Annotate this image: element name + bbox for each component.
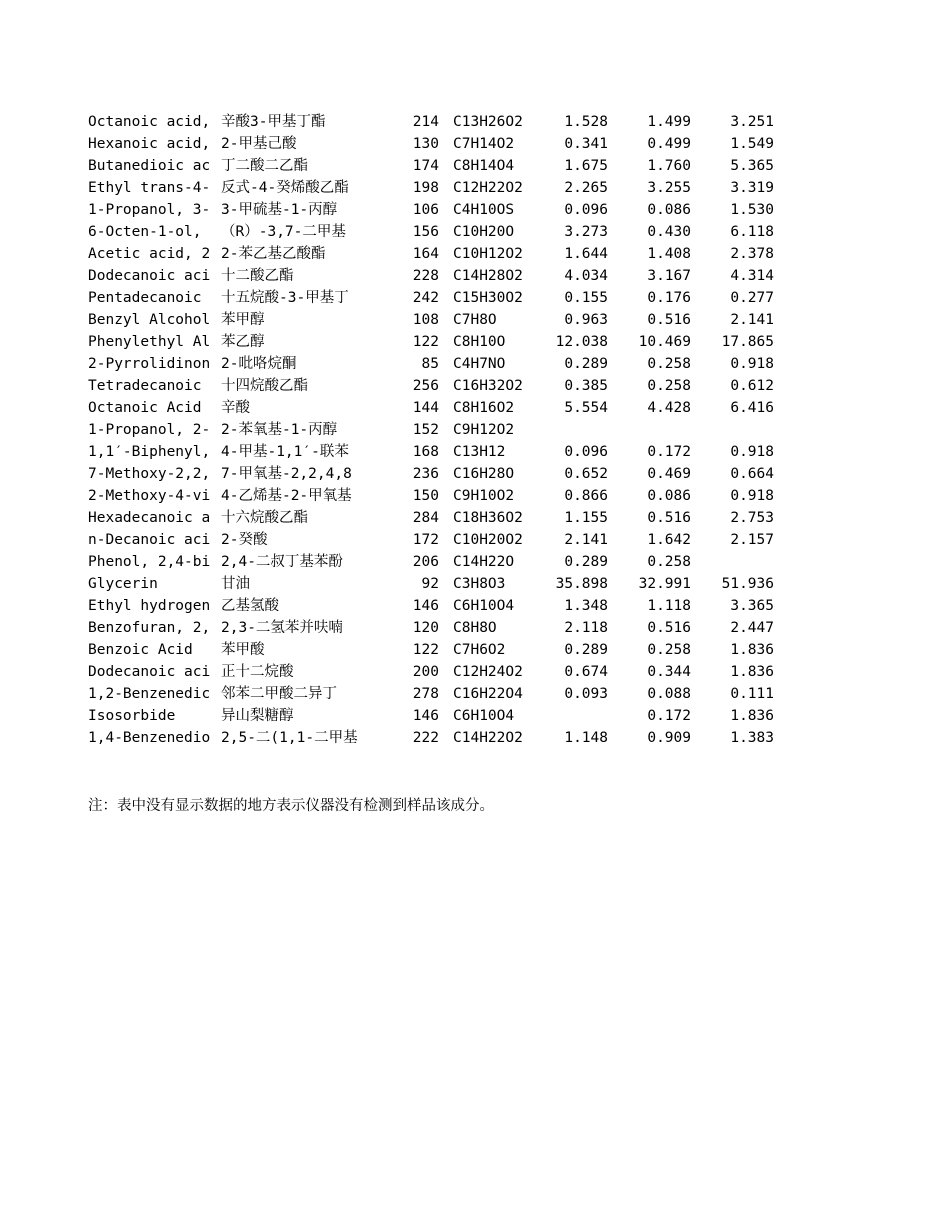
sample-2-value-cell: 0.516 — [647, 510, 691, 526]
sample-3-value-cell: 6.118 — [730, 224, 774, 240]
english-name-cell: n-Decanoic aci — [88, 532, 211, 548]
chinese-name-cell: 2-甲基己酸 — [221, 136, 297, 152]
english-name-cell: Hexanoic acid, — [88, 136, 211, 152]
formula-cell: C4H10OS — [453, 202, 515, 218]
table-row — [88, 507, 774, 529]
english-name-cell: 1-Propanol, 3- — [88, 202, 211, 218]
chinese-name-cell: 异山梨糖醇 — [221, 708, 294, 724]
formula-cell: C4H7NO — [453, 356, 506, 372]
chinese-name-cell: 十二酸乙酯 — [221, 268, 294, 284]
formula-cell: C3H8O3 — [453, 576, 506, 592]
chinese-name-cell: 2-苯乙基乙酸酯 — [221, 246, 326, 262]
english-name-cell: Glycerin — [88, 576, 158, 592]
chinese-name-cell: （R）-3,7-二甲基 — [221, 224, 346, 240]
english-name-cell: Phenol, 2,4-bi — [88, 554, 211, 570]
sample-3-value-cell: 2.447 — [730, 620, 774, 636]
sample-1-value-cell: 0.674 — [564, 664, 608, 680]
chinese-name-cell: 邻苯二甲酸二异丁 — [221, 686, 337, 702]
formula-cell: C14H28O2 — [453, 268, 523, 284]
sample-2-value-cell: 0.430 — [647, 224, 691, 240]
sample-1-value-cell: 1.155 — [564, 510, 608, 526]
english-name-cell: Isosorbide — [88, 708, 176, 724]
sample-2-value-cell: 0.176 — [647, 290, 691, 306]
sample-3-value-cell: 0.277 — [730, 290, 774, 306]
formula-cell: C8H10O — [453, 334, 506, 350]
sample-1-value-cell: 12.038 — [555, 334, 608, 350]
sample-1-value-cell: 2.118 — [564, 620, 608, 636]
sample-2-value-cell — [615, 419, 698, 441]
sample-1-value-cell: 35.898 — [555, 576, 608, 592]
sample-3-value-cell: 0.111 — [730, 686, 774, 702]
table-row — [88, 199, 774, 221]
table-row — [88, 551, 774, 573]
table-row — [88, 287, 774, 309]
table-row — [88, 221, 774, 243]
formula-cell: C14H22O2 — [453, 730, 523, 746]
table-row — [88, 595, 774, 617]
chinese-name-cell: 正十二烷酸 — [221, 664, 294, 680]
formula-cell: C16H28O — [453, 466, 515, 482]
sample-3-value-cell: 1.549 — [730, 136, 774, 152]
table-row — [88, 111, 774, 133]
sample-1-value-cell: 3.273 — [564, 224, 608, 240]
english-name-cell: Benzyl Alcohol — [88, 312, 211, 328]
english-name-cell: Acetic acid, 2 — [88, 246, 211, 262]
english-name-cell: 6-Octen-1-ol, — [88, 224, 202, 240]
sample-3-value-cell: 6.416 — [730, 400, 774, 416]
formula-cell: C14H22O — [453, 554, 515, 570]
chinese-name-cell: 苯乙醇 — [221, 334, 265, 350]
chinese-name-cell: 7-甲氧基-2,2,4,8 — [221, 466, 352, 482]
sample-3-value-cell: 1.530 — [730, 202, 774, 218]
molecular-weight-cell: 156 — [412, 224, 439, 240]
sample-1-value-cell: 0.093 — [564, 686, 608, 702]
sample-3-value-cell: 2.753 — [730, 510, 774, 526]
formula-cell: C13H12 — [453, 444, 506, 460]
sample-2-value-cell: 0.469 — [647, 466, 691, 482]
table-row — [88, 397, 774, 419]
english-name-cell: Benzofuran, 2, — [88, 620, 211, 636]
table-row — [88, 331, 774, 353]
english-name-cell: Tetradecanoic — [88, 378, 202, 394]
table-row — [88, 529, 774, 551]
formula-cell: C12H24O2 — [453, 664, 523, 680]
sample-1-value-cell: 1.148 — [564, 730, 608, 746]
chinese-name-cell: 4-甲基-1,1′-联苯 — [221, 444, 349, 460]
sample-3-value-cell: 1.383 — [730, 730, 774, 746]
sample-3-value-cell: 2.141 — [730, 312, 774, 328]
sample-1-value-cell — [532, 705, 615, 727]
sample-2-value-cell: 0.086 — [647, 488, 691, 504]
compound-table — [88, 111, 774, 749]
english-name-cell: 1,4-Benzenedio — [88, 730, 211, 746]
sample-3-value-cell: 51.936 — [721, 576, 774, 592]
molecular-weight-cell: 150 — [412, 488, 439, 504]
sample-1-value-cell: 0.652 — [564, 466, 608, 482]
english-name-cell: 2-Methoxy-4-vi — [88, 488, 211, 504]
sample-2-value-cell: 4.428 — [647, 400, 691, 416]
sample-2-value-cell: 10.469 — [638, 334, 691, 350]
english-name-cell: Dodecanoic aci — [88, 664, 211, 680]
molecular-weight-cell: 200 — [412, 664, 439, 680]
formula-cell: C13H26O2 — [453, 114, 523, 130]
sample-1-value-cell: 0.096 — [564, 444, 608, 460]
molecular-weight-cell: 278 — [412, 686, 439, 702]
chinese-name-cell: 2-癸酸 — [221, 532, 268, 548]
sample-1-value-cell — [532, 419, 615, 441]
table-row — [88, 243, 774, 265]
table-row — [88, 463, 774, 485]
sample-2-value-cell: 3.255 — [647, 180, 691, 196]
chinese-name-cell: 反式-4-癸烯酸乙酯 — [221, 180, 349, 196]
sample-1-value-cell: 5.554 — [564, 400, 608, 416]
chinese-name-cell: 2,3-二氢苯并呋喃 — [221, 620, 343, 636]
sample-1-value-cell: 1.528 — [564, 114, 608, 130]
formula-cell: C9H12O2 — [453, 422, 515, 438]
sample-1-value-cell: 4.034 — [564, 268, 608, 284]
chinese-name-cell: 辛酸 — [221, 400, 250, 416]
molecular-weight-cell: 206 — [412, 554, 439, 570]
formula-cell: C10H12O2 — [453, 246, 523, 262]
table-row — [88, 705, 774, 727]
table-row — [88, 353, 774, 375]
english-name-cell: Octanoic Acid — [88, 400, 202, 416]
chinese-name-cell: 乙基氢酸 — [221, 598, 279, 614]
molecular-weight-cell: 130 — [412, 136, 439, 152]
table-row — [88, 309, 774, 331]
table-row — [88, 419, 774, 441]
sample-2-value-cell: 1.499 — [647, 114, 691, 130]
sample-1-value-cell: 2.141 — [564, 532, 608, 548]
chinese-name-cell: 辛酸3-甲基丁酯 — [221, 114, 326, 130]
sample-2-value-cell: 0.909 — [647, 730, 691, 746]
sample-1-value-cell: 0.096 — [564, 202, 608, 218]
sample-1-value-cell: 2.265 — [564, 180, 608, 196]
formula-cell: C10H20O2 — [453, 532, 523, 548]
molecular-weight-cell: 108 — [412, 312, 439, 328]
chinese-name-cell: 2,4-二叔丁基苯酚 — [221, 554, 343, 570]
formula-cell: C16H32O2 — [453, 378, 523, 394]
table-row — [88, 177, 774, 199]
sample-3-value-cell: 1.836 — [730, 708, 774, 724]
sample-2-value-cell: 0.258 — [647, 554, 691, 570]
table-row — [88, 375, 774, 397]
formula-cell: C16H22O4 — [453, 686, 523, 702]
sample-3-value-cell: 0.612 — [730, 378, 774, 394]
chinese-name-cell: 2-吡咯烷酮 — [221, 356, 297, 372]
molecular-weight-cell: 85 — [421, 356, 439, 372]
sample-1-value-cell: 0.385 — [564, 378, 608, 394]
molecular-weight-cell: 122 — [412, 334, 439, 350]
chinese-name-cell: 苯甲醇 — [221, 312, 265, 328]
formula-cell: C7H8O — [453, 312, 497, 328]
sample-3-value-cell: 0.918 — [730, 488, 774, 504]
formula-cell: C18H36O2 — [453, 510, 523, 526]
sample-3-value-cell: 0.918 — [730, 356, 774, 372]
english-name-cell: 1,2-Benzenedic — [88, 686, 211, 702]
formula-cell: C8H14O4 — [453, 158, 515, 174]
table-row — [88, 617, 774, 639]
english-name-cell: Octanoic acid, — [88, 114, 211, 130]
molecular-weight-cell: 106 — [412, 202, 439, 218]
formula-cell: C7H6O2 — [453, 642, 506, 658]
sample-1-value-cell: 0.963 — [564, 312, 608, 328]
sample-2-value-cell: 0.344 — [647, 664, 691, 680]
compound-table-sheet — [88, 111, 774, 749]
sample-3-value-cell — [698, 419, 774, 441]
english-name-cell: Dodecanoic aci — [88, 268, 211, 284]
chinese-name-cell: 2-苯氧基-1-丙醇 — [221, 422, 338, 438]
sample-3-value-cell: 3.365 — [730, 598, 774, 614]
sample-1-value-cell: 1.675 — [564, 158, 608, 174]
molecular-weight-cell: 198 — [412, 180, 439, 196]
sample-2-value-cell: 0.516 — [647, 312, 691, 328]
sample-2-value-cell: 1.408 — [647, 246, 691, 262]
sample-2-value-cell: 0.516 — [647, 620, 691, 636]
molecular-weight-cell: 122 — [412, 642, 439, 658]
sample-3-value-cell: 5.365 — [730, 158, 774, 174]
table-row — [88, 727, 774, 749]
table-row — [88, 683, 774, 705]
chinese-name-cell: 甘油 — [221, 576, 250, 592]
table-row — [88, 155, 774, 177]
sample-3-value-cell: 3.251 — [730, 114, 774, 130]
english-name-cell: 7-Methoxy-2,2, — [88, 466, 211, 482]
chinese-name-cell: 十五烷酸-3-甲基丁 — [221, 290, 349, 306]
sample-2-value-cell: 3.167 — [647, 268, 691, 284]
sample-3-value-cell: 2.378 — [730, 246, 774, 262]
sample-2-value-cell: 0.499 — [647, 136, 691, 152]
molecular-weight-cell: 172 — [412, 532, 439, 548]
molecular-weight-cell: 152 — [412, 422, 439, 438]
sample-1-value-cell: 0.289 — [564, 356, 608, 372]
chinese-name-cell: 4-乙烯基-2-甲氧基 — [221, 488, 352, 504]
sample-1-value-cell: 0.155 — [564, 290, 608, 306]
molecular-weight-cell: 168 — [412, 444, 439, 460]
molecular-weight-cell: 146 — [412, 708, 439, 724]
sample-1-value-cell: 1.644 — [564, 246, 608, 262]
sample-2-value-cell: 1.118 — [647, 598, 691, 614]
english-name-cell: Pentadecanoic — [88, 290, 202, 306]
compound-table-body — [88, 111, 774, 749]
molecular-weight-cell: 174 — [412, 158, 439, 174]
sample-3-value-cell: 17.865 — [721, 334, 774, 350]
sample-2-value-cell: 0.088 — [647, 686, 691, 702]
molecular-weight-cell: 256 — [412, 378, 439, 394]
english-name-cell: Butanedioic ac — [88, 158, 211, 174]
chinese-name-cell: 十六烷酸乙酯 — [221, 510, 308, 526]
formula-cell: C10H20O — [453, 224, 515, 240]
sample-3-value-cell: 1.836 — [730, 664, 774, 680]
table-row — [88, 573, 774, 595]
english-name-cell: Benzoic Acid — [88, 642, 193, 658]
formula-cell: C15H30O2 — [453, 290, 523, 306]
sample-3-value-cell: 0.918 — [730, 444, 774, 460]
english-name-cell: Ethyl trans-4- — [88, 180, 211, 196]
molecular-weight-cell: 120 — [412, 620, 439, 636]
chinese-name-cell: 3-甲硫基-1-丙醇 — [221, 202, 338, 218]
sample-2-value-cell: 0.172 — [647, 444, 691, 460]
sample-3-value-cell: 0.664 — [730, 466, 774, 482]
chinese-name-cell: 丁二酸二乙酯 — [221, 158, 308, 174]
molecular-weight-cell: 214 — [412, 114, 439, 130]
sample-2-value-cell: 0.258 — [647, 378, 691, 394]
sample-2-value-cell: 1.642 — [647, 532, 691, 548]
molecular-weight-cell: 144 — [412, 400, 439, 416]
molecular-weight-cell: 242 — [412, 290, 439, 306]
sample-2-value-cell: 0.258 — [647, 642, 691, 658]
table-row — [88, 485, 774, 507]
english-name-cell: 1,1′-Biphenyl, — [88, 444, 211, 460]
sample-3-value-cell: 4.314 — [730, 268, 774, 284]
formula-cell: C8H8O — [453, 620, 497, 636]
english-name-cell: Phenylethyl Al — [88, 334, 211, 350]
chinese-name-cell: 2,5-二(1,1-二甲基 — [221, 730, 358, 746]
sample-1-value-cell: 0.341 — [564, 136, 608, 152]
formula-cell: C12H22O2 — [453, 180, 523, 196]
table-row — [88, 639, 774, 661]
sample-2-value-cell: 32.991 — [638, 576, 691, 592]
table-row — [88, 661, 774, 683]
formula-cell: C6H10O4 — [453, 598, 515, 614]
sample-1-value-cell: 0.289 — [564, 642, 608, 658]
sample-2-value-cell: 0.172 — [647, 708, 691, 724]
molecular-weight-cell: 146 — [412, 598, 439, 614]
sample-3-value-cell: 2.157 — [730, 532, 774, 548]
molecular-weight-cell: 228 — [412, 268, 439, 284]
molecular-weight-cell: 164 — [412, 246, 439, 262]
molecular-weight-cell: 222 — [412, 730, 439, 746]
sample-2-value-cell: 1.760 — [647, 158, 691, 174]
chinese-name-cell: 苯甲酸 — [221, 642, 265, 658]
table-row — [88, 265, 774, 287]
sample-3-value-cell — [698, 551, 774, 573]
table-row — [88, 441, 774, 463]
formula-cell: C9H10O2 — [453, 488, 515, 504]
sample-1-value-cell: 0.866 — [564, 488, 608, 504]
formula-cell: C7H14O2 — [453, 136, 515, 152]
english-name-cell: 1-Propanol, 2- — [88, 422, 211, 438]
table-footnote: 注：表中没有显示数据的地方表示仪器没有检测到样品该成分。 — [88, 798, 494, 814]
molecular-weight-cell: 284 — [412, 510, 439, 526]
formula-cell: C6H10O4 — [453, 708, 515, 724]
sample-1-value-cell: 0.289 — [564, 554, 608, 570]
sample-2-value-cell: 0.258 — [647, 356, 691, 372]
formula-cell: C8H16O2 — [453, 400, 515, 416]
sample-1-value-cell: 1.348 — [564, 598, 608, 614]
sample-2-value-cell: 0.086 — [647, 202, 691, 218]
english-name-cell: Ethyl hydrogen — [88, 598, 211, 614]
chinese-name-cell: 十四烷酸乙酯 — [221, 378, 308, 394]
table-row — [88, 133, 774, 155]
sample-3-value-cell: 1.836 — [730, 642, 774, 658]
molecular-weight-cell: 236 — [412, 466, 439, 482]
sample-3-value-cell: 3.319 — [730, 180, 774, 196]
molecular-weight-cell: 92 — [421, 576, 439, 592]
english-name-cell: 2-Pyrrolidinon — [88, 356, 211, 372]
english-name-cell: Hexadecanoic a — [88, 510, 211, 526]
